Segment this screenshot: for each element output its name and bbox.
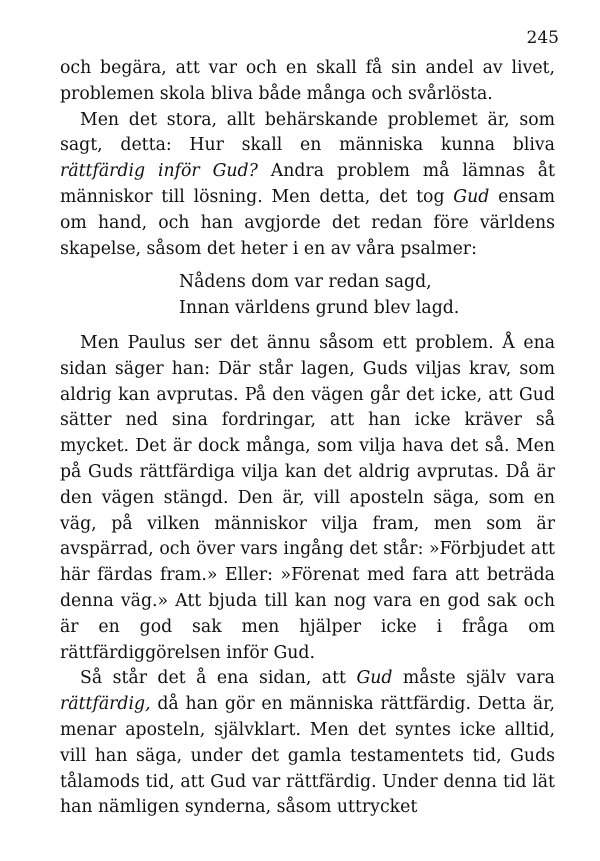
text-segment: Så står det å ena sidan, att xyxy=(80,668,357,689)
text-segment: Men Paulus ser det ännu såsom ett problem. Å ena sidan säger han: Där står lagen, Guds viljas krav, som aldrig kan avprutas. På den vägen går det icke, att Gud sätter ned sina fordringar, att han icke kräver så mycket. Det är dock många, som vilja hava det så. Men på Guds rättfärdiga vilja kan det aldrig avprutas. Då är den vägen stängd. Den är, vill aposteln säga, som en väg, på vilken människor vilja fram, men som är avspärrad, och över vars ingång det står: »Förbjudet att här färdas fram.» Eller: »Förenat med fara att beträda denna väg.» Att bjuda till kan nog vara en god sak och är en god sak men hjälper icke i fråga om rättfärdiggörelsen inför Gud. xyxy=(60,332,555,663)
text-segment: och begära, att var och en skall få sin andel av livet, problemen skola bliva både många och svårlösta. xyxy=(60,58,555,104)
paragraph-1 xyxy=(60,56,555,108)
paragraph-3 xyxy=(60,331,555,666)
hymn-quote xyxy=(179,270,555,322)
italic-text: rättfärdig, xyxy=(60,694,151,715)
hymn-line-2: Innan världens grund blev lagd. xyxy=(179,298,460,319)
text-segment: måste själv vara xyxy=(392,668,555,689)
hymn-line-1: Nådens dom var redan sagd, xyxy=(179,272,432,293)
italic-text: rättfärdig inför Gud? xyxy=(60,161,258,182)
paragraph-4 xyxy=(60,666,555,821)
italic-text: Gud xyxy=(453,186,490,207)
text-segment: då han gör en människa rättfärdig. Detta är, menar aposteln, självklart. Men det syntes icke alltid, vill han säga, under det gamla testamentets tid, Guds tålamods tid, att Gud var rättfärdig. Under denna tid lät han nämligen synderna, såsom uttrycket xyxy=(60,694,555,818)
text-segment: Men det stora, allt behärskande problemet är, som sagt, detta: Hur skall en människa kunna bliva xyxy=(60,109,555,156)
paragraph-2 xyxy=(60,108,555,263)
page-number: 245 xyxy=(526,28,559,48)
text-segment: ensam om hand, och han avgjorde det redan före världens skapelse, såsom det heter i en av våra psalmer: xyxy=(60,186,555,259)
text-segment: Andra problem må lämnas åt människor till lösning. Men detta, det tog xyxy=(60,161,556,207)
italic-text: Gud xyxy=(356,668,393,689)
body-text xyxy=(60,56,555,821)
